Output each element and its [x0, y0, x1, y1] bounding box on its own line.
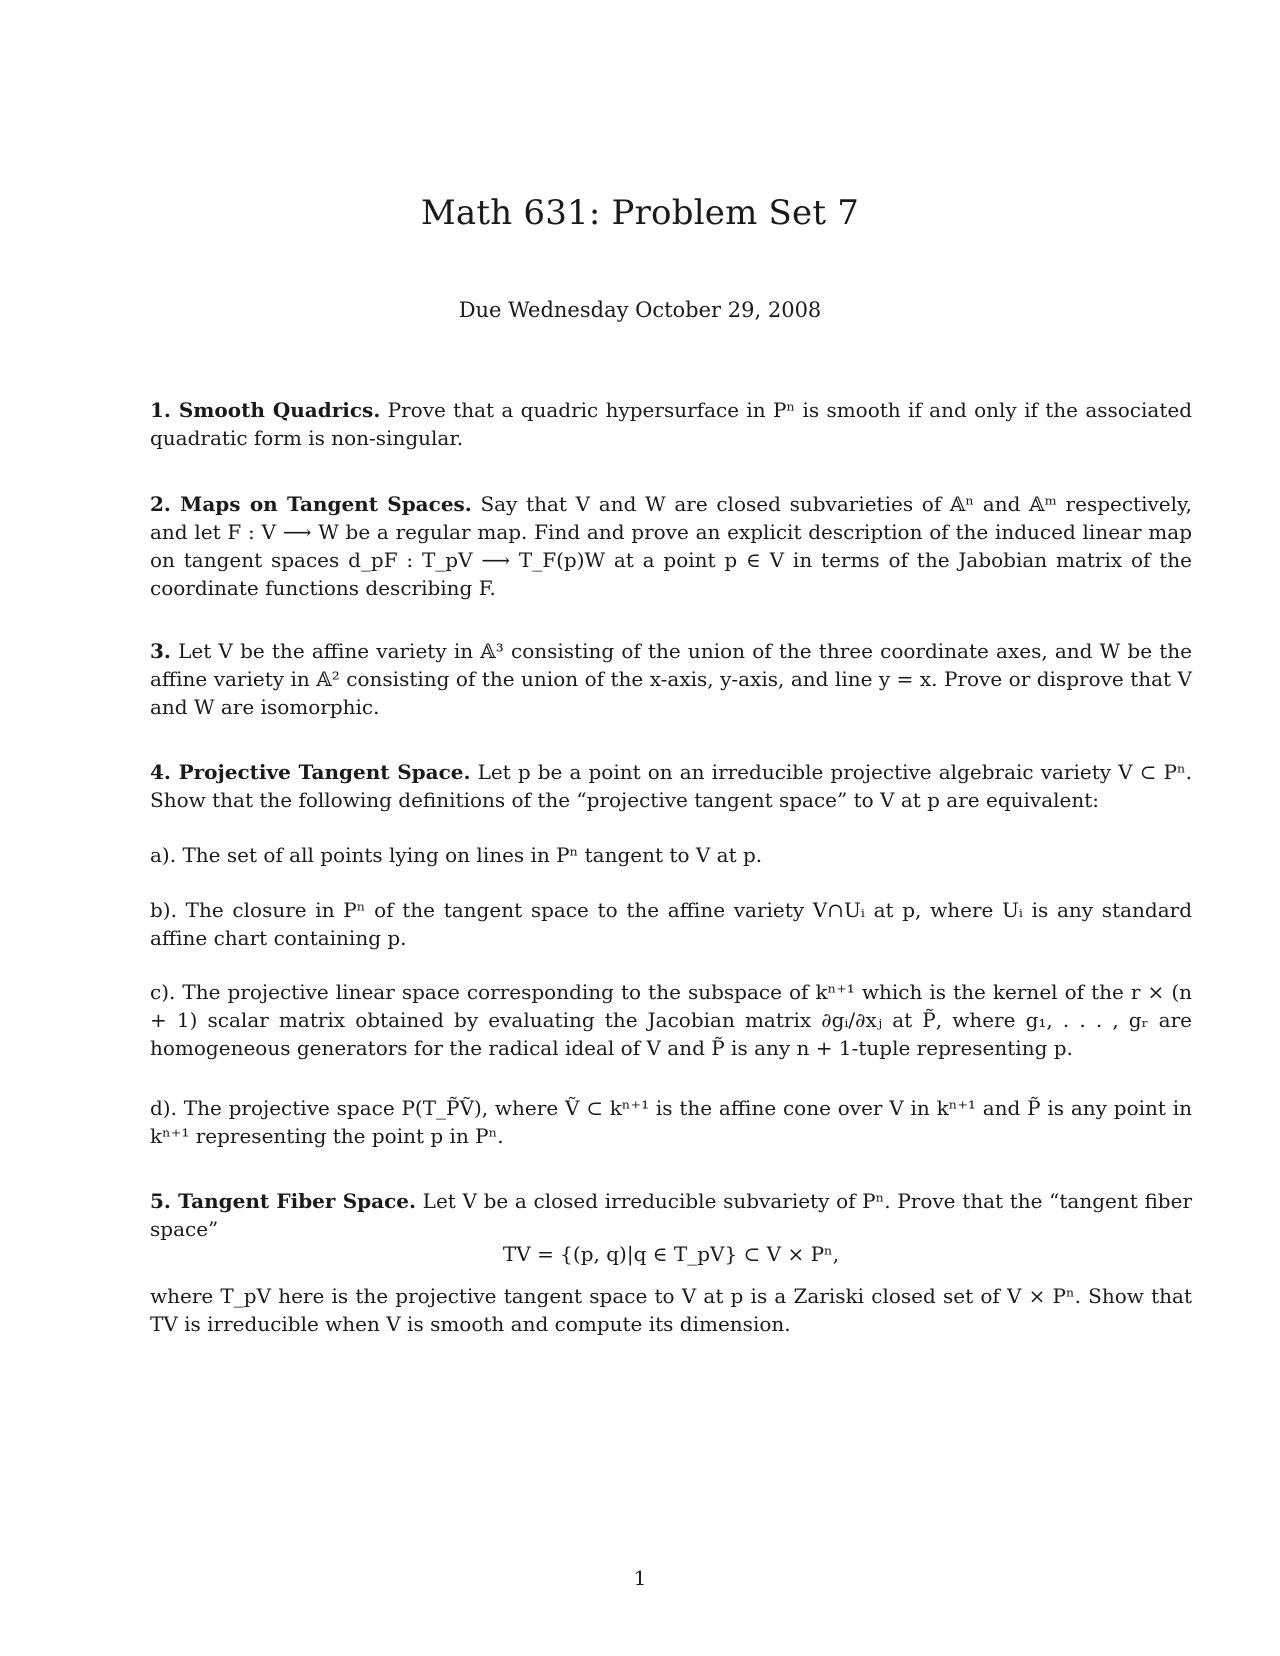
problem-5-continued [150, 1282, 1192, 1338]
problem-2 [150, 490, 1192, 602]
due-date: Due Wednesday October 29, 2008 [458, 298, 822, 322]
problem-4-part-c [150, 978, 1192, 1062]
problem-4 [150, 758, 1192, 814]
problem-text: Let V be the affine variety in 𝔸³ consisting of the union of the three coordinate axes, and W be the affine variety in 𝔸² consisting of the union of the x-axis, y-axis, and line y = x. Prove or disprove that V and W are isomorphic. [150, 639, 1193, 719]
part-text: d). The projective space P(T_P̃Ṽ), where Ṽ ⊂ kⁿ⁺¹ is the affine cone over V in kⁿ⁺¹ and P̃ is any point in kⁿ⁺¹ representing the point p in Pⁿ. [150, 1096, 1192, 1148]
problem-5 [150, 1187, 1192, 1243]
problem-3 [150, 637, 1192, 721]
page-title: Math 631: Problem Set 7 [420, 193, 860, 233]
problem-text: Prove that a quadric hypersurface in Pⁿ is smooth if and only if the associated quadratic form is non-singular. [150, 398, 1193, 450]
problem-4-part-d [150, 1094, 1192, 1150]
tangent-fiber-equation: TV = {(p, q)|q ∈ T_pV} ⊂ V × Pⁿ, [502, 1242, 840, 1266]
problem-4-part-a [150, 841, 1192, 869]
problem-text: Let p be a point on an irreducible projective algebraic variety V ⊂ Pⁿ. Show that the following definitions of the “projective tangent space” to V at p are equivalent: [150, 760, 1193, 812]
problem-heading: 5. Tangent Fiber Space. [150, 1189, 416, 1213]
part-text: c). The projective linear space corresponding to the subspace of kⁿ⁺¹ which is the kernel of the r × (n + 1) scalar matrix obtained by evaluating the Jacobian matrix ∂gᵢ/∂xⱼ at P̃, where g₁, . . . , gᵣ are homogeneous generators for the radical ideal of V and P̃ is any n + 1-tuple representing p. [150, 980, 1192, 1060]
problem-text: where T_pV here is the projective tangent space to V at p is a Zariski closed set of V × Pⁿ. Show that TV is irreducible when V is smooth and compute its dimension. [150, 1284, 1192, 1336]
problem-text: Say that V and W are closed subvarieties of 𝔸ⁿ and 𝔸ᵐ respectively, and let F : V ⟶ W be a regular map. Find and prove an explicit description of the induced linear map on tangent spaces d_pF : T_pV ⟶ T_F(p)W at a point p ∈ V in terms of the Jabobian matrix of the coordinate functions describing F. [150, 492, 1193, 600]
problem-heading: 2. Maps on Tangent Spaces. [150, 492, 472, 516]
page-number: 1 [633, 1566, 647, 1590]
problem-1 [150, 396, 1192, 452]
part-text: a). The set of all points lying on lines in Pⁿ tangent to V at p. [150, 843, 763, 867]
problem-heading: 4. Projective Tangent Space. [150, 760, 471, 784]
part-text: b). The closure in Pⁿ of the tangent space to the affine variety V∩Uᵢ at p, where Uᵢ is any standard affine chart containing p. [150, 898, 1192, 950]
problem-4-part-b [150, 896, 1192, 952]
problem-text: Let V be a closed irreducible subvariety of Pⁿ. Prove that the “tangent fiber space” [150, 1189, 1193, 1241]
problem-heading: 3. [150, 639, 171, 663]
problem-heading: 1. Smooth Quadrics. [150, 398, 381, 422]
